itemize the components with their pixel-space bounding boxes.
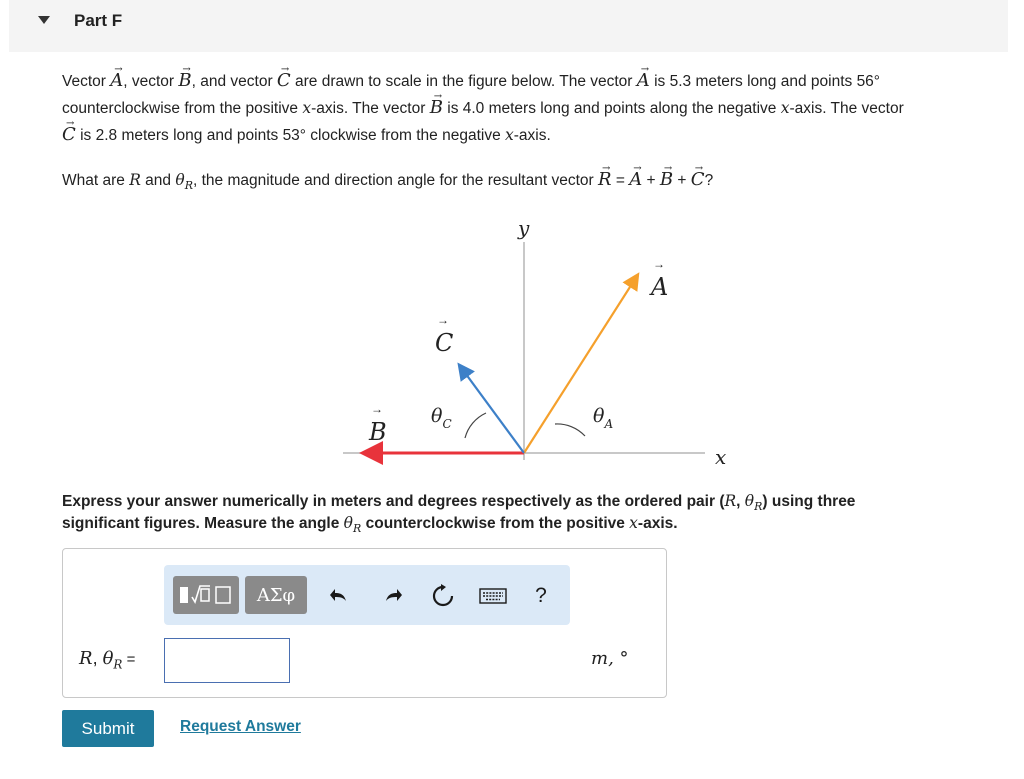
vector-C-arrow	[460, 366, 524, 453]
undo-icon[interactable]	[326, 583, 352, 609]
math-toolbar	[164, 565, 570, 625]
reset-icon[interactable]	[430, 583, 456, 609]
vector-C-label: C	[435, 329, 454, 357]
question-line-1: Vector → A, vector → B, and vector → C are drawn to scale in the figure below. The vector → A is 5.3 meters long and points 56°	[62, 67, 880, 95]
vector-figure	[335, 210, 735, 470]
instructions-line-1: Express your answer numerically in meters and degrees respectively as the ordered pair (R, $\theta_R$) using three	[62, 492, 856, 514]
question-line-2: counterclockwise from the positive x-axis. The vector → B is 4.0 meters long and points along the negative x-axis. The vector	[62, 94, 904, 122]
greek-symbols-button[interactable]: ΑΣφ	[245, 576, 307, 614]
theta-A-label: $\theta_A$	[593, 405, 614, 431]
caret-down-icon[interactable]	[38, 16, 50, 24]
submit-button[interactable]: Submit	[62, 710, 154, 747]
answer-box	[62, 548, 667, 698]
vector-B-arrow-mark: →	[371, 402, 383, 416]
theta-A-arc	[555, 424, 585, 436]
answer-input[interactable]	[164, 638, 290, 683]
vector-A-arrow	[524, 276, 637, 453]
part-header[interactable]	[9, 0, 1008, 52]
answer-label: R, $\theta_R$ =	[79, 648, 136, 672]
vector-C-arrow-mark: →	[437, 313, 449, 327]
vector-A-label: A	[651, 273, 669, 301]
vector-B-label: B	[369, 418, 387, 446]
templates-button[interactable]	[173, 576, 239, 614]
help-button[interactable]: ?	[535, 584, 547, 607]
answer-units: m, °	[591, 648, 629, 669]
templates-icon	[178, 582, 234, 608]
vector-A-arrow-mark: →	[653, 257, 665, 271]
redo-icon[interactable]	[380, 583, 406, 609]
question-line-3: → C is 2.8 meters long and points 53° clockwise from the negative x-axis.	[62, 121, 551, 149]
y-axis-label: y	[518, 216, 530, 240]
question-prompt: What are R and $\theta_R$, the magnitude and direction angle for the resultant vector → R = → A + → B + → C?	[62, 166, 713, 199]
part-title: Part F	[74, 11, 123, 30]
instructions-line-2: significant figures. Measure the angle $\theta_R$ counterclockwise from the positive x-axis.	[62, 514, 678, 536]
x-axis-label: x	[715, 445, 727, 469]
keyboard-icon[interactable]	[478, 583, 508, 609]
theta-C-arc	[465, 413, 486, 438]
request-answer-link[interactable]: Request Answer	[180, 718, 301, 735]
theta-C-label: $\theta_C$	[431, 405, 452, 431]
